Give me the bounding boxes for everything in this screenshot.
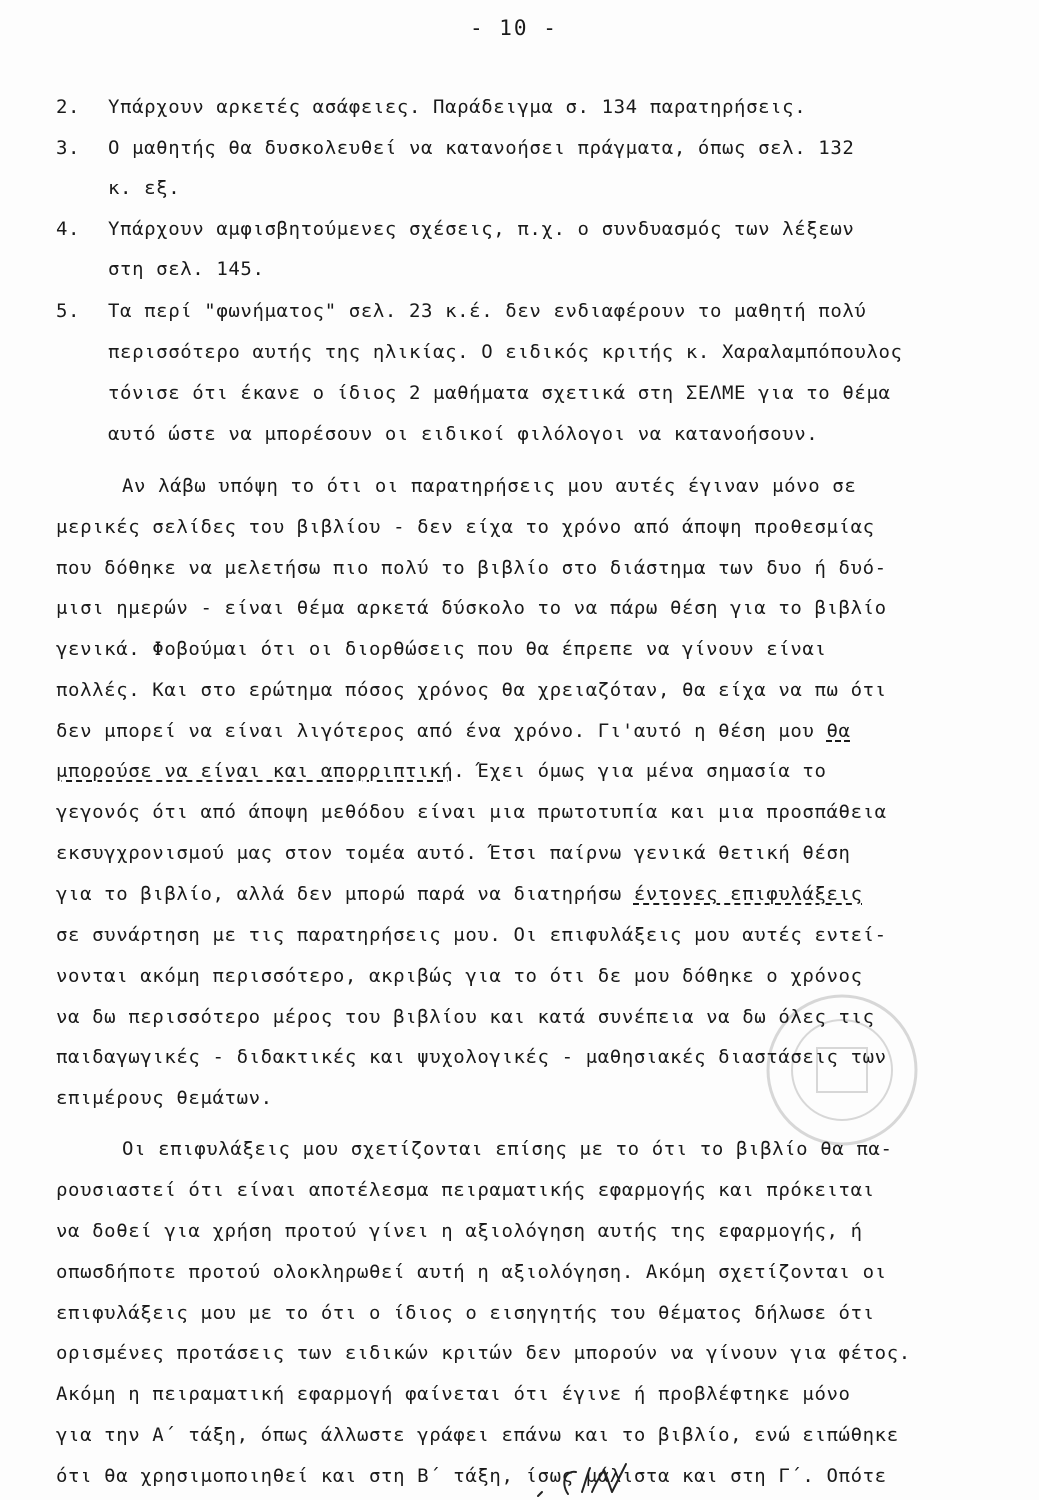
paragraph-line: οπωσδήποτε προτού ολοκληρωθεί αυτή η αξιολόγηση. Ακόμη σχετίζονται οι <box>56 1261 887 1283</box>
list-item-text: Υπάρχουν αμφισβητούμενες σχέσεις, π.χ. ο συνδυασμός των λέξεων <box>108 218 855 240</box>
list-item <box>56 218 854 240</box>
paragraph-text: δεν μπορεί να είναι λιγότερος από ένα χρόνο. Γι'αυτό η θέση μου <box>56 720 827 742</box>
paragraph-text: για το βιβλίο, αλλά δεν μπορώ παρά να διατηρήσω <box>56 883 634 905</box>
list-item <box>56 96 806 118</box>
paragraph-line: Ακόμη η πειραματική εφαρμογή φαίνεται ότι έγινε ή προβλέφτηκε μόνο <box>56 1383 851 1405</box>
paragraph-line: ρουσιαστεί ότι είναι αποτέλεσμα πειραματικής εφαρμογής και πρόκειται <box>56 1179 875 1201</box>
list-item-number: 5. <box>56 300 81 322</box>
list-item-text: Ο μαθητής θα δυσκολευθεί να κατανοήσει πράγματα, όπως σελ. 132 <box>108 137 855 159</box>
list-item-number: 2. <box>56 96 81 118</box>
paragraph-line: Οι επιφυλάξεις μου σχετίζονται επίσης με το ότι το βιβλίο θα πα- <box>122 1138 893 1160</box>
paragraph-line: μερικές σελίδες του βιβλίου - δεν είχα το χρόνο από άποψη προθεσμίας <box>56 516 875 538</box>
paragraph-line: εκσυγχρονισμού μας στον τομέα αυτό. Έτσι παίρνω γενικά θετική θέση <box>56 842 851 864</box>
page-number: - 10 - <box>470 16 558 40</box>
list-item <box>56 300 866 322</box>
paragraph-text: . Έχει όμως για μένα σημασία το <box>453 760 827 782</box>
paragraph-line: επιμέρους θεμάτων. <box>56 1087 273 1109</box>
list-item-number: 4. <box>56 218 81 240</box>
paragraph-line: γενικά. Φοβούμαι ότι οι διορθώσεις που θα έπρεπε να γίνουν είναι <box>56 638 827 660</box>
list-item <box>56 137 854 159</box>
underlined-text: μπορούσε να είναι και απορριπτική <box>56 760 454 782</box>
paragraph-line <box>56 760 827 782</box>
paragraph-line: γεγονός ότι από άποψη μεθόδου είναι μια πρωτοτυπία και μια προσπάθεια <box>56 801 887 823</box>
list-item-continuation: τόνισε ότι έκανε ο ίδιος 2 μαθήματα σχετικά στη ΣΕΛΜΕ για το θέμα <box>108 382 891 404</box>
list-item-number: 3. <box>56 137 81 159</box>
paragraph-line: ότι θα χρησιμοποιηθεί και στη Β΄ τάξη, ίσως μάλιστα και στη Γ΄. Οπότε <box>56 1465 887 1487</box>
paragraph-line: παιδαγωγικές - διδακτικές και ψυχολογικές - μαθησιακές διαστάσεις των <box>56 1046 887 1068</box>
underlined-text: έντονες επιφυλάξεις <box>633 883 863 905</box>
paragraph-line: ορισμένες προτάσεις των ειδικών κριτών δεν μπορούν να γίνουν για φέτος. <box>56 1342 911 1364</box>
list-item-text: Τα περί "φωνήματος" σελ. 23 κ.έ. δεν ενδιαφέρουν το μαθητή πολύ <box>108 300 867 322</box>
paragraph-line: για την Α΄ τάξη, όπως άλλωστε γράφει επάνω και το βιβλίο, ενώ ειπώθηκε <box>56 1424 899 1446</box>
stamp-icon <box>762 990 922 1150</box>
paragraph-line: Αν λάβω υπόψη το ότι οι παρατηρήσεις μου αυτές έγιναν μόνο σε <box>122 475 857 497</box>
paragraph-line: σε συνάρτηση με τις παρατηρήσεις μου. Οι επιφυλάξεις μου αυτές εντεί- <box>56 924 887 946</box>
paragraph-line: να δοθεί για χρήση προτού γίνει η αξιολόγηση αυτής της εφαρμογής, ή <box>56 1220 863 1242</box>
list-item-continuation: κ. εξ. <box>108 177 181 199</box>
list-item-text: Υπάρχουν αρκετές ασάφειες. Παράδειγμα σ. 134 παρατηρήσεις. <box>108 96 807 118</box>
paragraph-line: επιφυλάξεις μου με το ότι ο ίδιος ο εισηγητής του θέματος δήλωσε ότι <box>56 1302 875 1324</box>
signature-icon <box>530 1462 640 1500</box>
paragraph-line <box>56 720 851 742</box>
paragraph-line: πολλές. Και στο ερώτημα πόσος χρόνος θα χρειαζόταν, θα είχα να πω ότι <box>56 679 887 701</box>
underlined-text: θα <box>826 720 851 742</box>
list-item-continuation: αυτό ώστε να μπορέσουν οι ειδικοί φιλόλογοι να κατανοήσουν. <box>108 423 819 445</box>
paragraph-line: μισι ημερών - είναι θέμα αρκετά δύσκολο το να πάρω θέση για το βιβλίο <box>56 597 887 619</box>
list-item-continuation: στη σελ. 145. <box>108 258 265 280</box>
list-item-continuation: περισσότερο αυτής της ηλικίας. Ο ειδικός κριτής κ. Χαραλαμπόπουλος <box>108 341 903 363</box>
paragraph-line: που δόθηκε να μελετήσω πιο πολύ το βιβλίο στο διάστημα των δυο ή δυό- <box>56 557 887 579</box>
paragraph-line: να δω περισσότερο μέρος του βιβλίου και κατά συνέπεια να δω όλες τις <box>56 1006 875 1028</box>
paragraph-line: νονται ακόμη περισσότερο, ακριβώς για το ότι δε μου δόθηκε ο χρόνος <box>56 965 863 987</box>
paragraph-line <box>56 883 863 905</box>
